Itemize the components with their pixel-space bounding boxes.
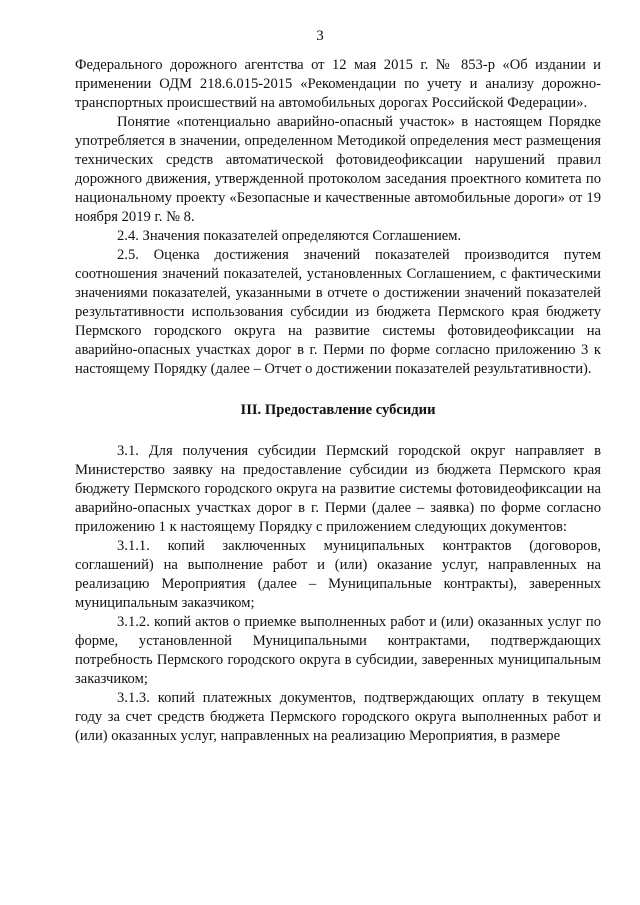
paragraph-continuation-agency-order: Федерального дорожного агентства от 12 мая 2015 г. № 853-р «Об издании и применении ОДМ 218.6.015-2015 «Рекомендации по учету и анализу дорожно-транспортных происшествий на автомобильных дорогах Российской Федерации». (75, 57, 601, 111)
page-number: 3 (316, 28, 324, 44)
paragraph-3-1-3: 3.1.3. копий платежных документов, подтверждающих оплату в текущем году за счет средств бюджета Пермского городского округа выполненных работ и (или) оказанных услуг, направленных на реализацию Мероприятия, в размере (75, 690, 601, 744)
paragraph-definition-dangerous-section: Понятие «потенциально аварийно-опасный участок» в настоящем Порядке употребляется в значении, определенном Методикой определения мест размещения технических средств автоматической фотовидеофиксации нарушений правил дорожного движения, утвержденной протоколом заседания проектного комитета по национальному проекту «Безопасные и качественные автомобильные дороги» от 19 ноября 2019 г. № 8. (75, 114, 601, 225)
paragraph-3-1: 3.1. Для получения субсидии Пермский городской округ направляет в Министерство заявку на предоставление субсидии из бюджета Пермского края бюджету Пермского городского округа на развитие системы фотовидеофиксации на аварийно-опасных участках дорог в г. Перми (далее – заявка) по форме согласно приложению 1 к настоящему Порядку с приложением следующих документов: (75, 443, 601, 535)
section-heading-iii: III. Предоставление субсидии (240, 402, 436, 418)
paragraph-3-1-2: 3.1.2. копий актов о приемке выполненных работ и (или) оказанных услуг по форме, установленной Муниципальными контрактами, подтверждающих потребность Пермского городского округа в субсидии, заверенных муниципальным заказчиком; (75, 614, 601, 687)
document-body (75, 56, 601, 746)
paragraph-2-5: 2.5. Оценка достижения значений показателей производится путем соотношения значений показателей, установленных Соглашением, с фактическими значениями показателей, указанными в отчете о достижении значений показателей результативности использования субсидии из бюджета Пермского края бюджету Пермского городского округа на развитие системы фотовидеофиксации на аварийно-опасных участках дорог в г. Перми по форме согласно приложению 3 к настоящему Порядку (далее – Отчет о достижении показателей результативности). (75, 247, 601, 377)
paragraph-3-1-1: 3.1.1. копий заключенных муниципальных контрактов (договоров, соглашений) на выполнение работ и (или) оказание услуг, направленных на реализацию Мероприятия (далее – Муниципальные контракты), заверенных муниципальным заказчиком; (75, 538, 601, 611)
paragraph-2-4: 2.4. Значения показателей определяются Соглашением. (117, 228, 462, 244)
